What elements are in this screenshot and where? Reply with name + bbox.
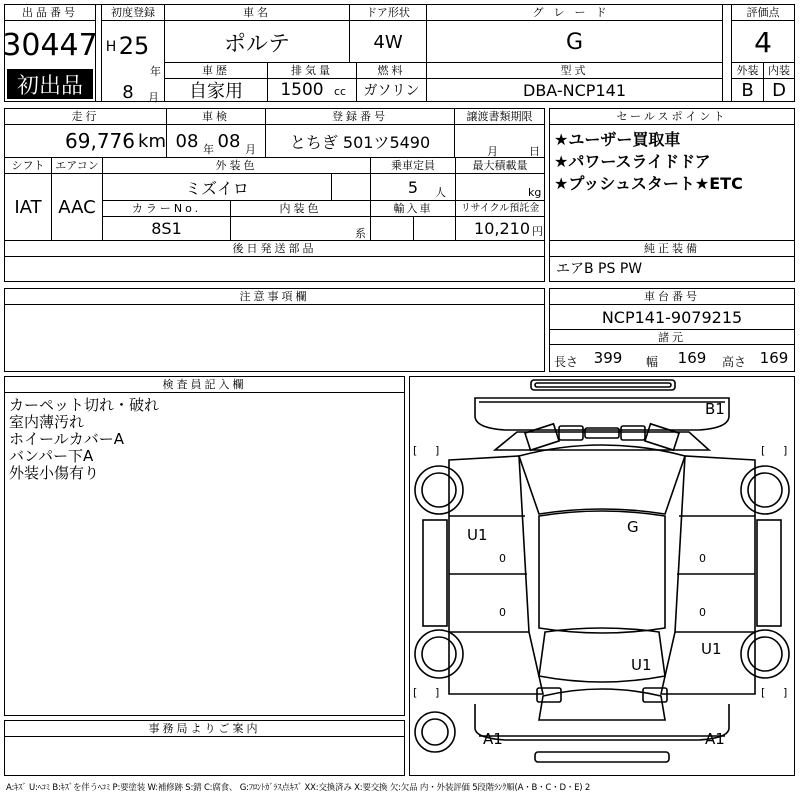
ext-color-value: ミズイロ	[185, 178, 249, 198]
windshield	[519, 445, 685, 514]
displacement-label: 排気量	[268, 63, 356, 79]
month-unit: 月	[148, 91, 159, 104]
length-value: 399	[593, 349, 623, 367]
damage-mark-g: G	[627, 518, 639, 536]
first-registration-label: 初度登録	[102, 5, 164, 21]
car-name: ポルテ	[223, 31, 290, 57]
ac-value: AAC	[58, 196, 96, 218]
ac-cell	[51, 157, 103, 241]
inspector-note-line: ホイールカバーA	[9, 430, 124, 448]
mileage-label: 走行	[5, 109, 166, 125]
registration-label: 登録番号	[266, 109, 454, 125]
grade-value: G	[565, 29, 584, 55]
year-unit: 年	[150, 65, 161, 78]
genuine-equipment-label: 純正装備	[550, 241, 794, 257]
fuel-value: ガソリン	[363, 83, 420, 99]
registration-cell	[265, 108, 455, 158]
max-load-unit: kg	[528, 186, 542, 199]
legend-footer: A:ｷｽﾞ U:ﾍｺﾐ B:ｷｽﾞを伴うﾍｺﾐ P:要塗装 W:補修跡 S:錆 C:腐食、 G:ﾌﾛﾝﾄｶﾞﾗｽ点ｷｽﾞ XX:交換済み X:要交換 欠:欠品 内・外装評価 5段階ﾗﾝｸ順(A・B・C・D・E) 2	[6, 783, 591, 793]
car-name-cell	[164, 4, 350, 63]
grade-label: グレード	[427, 5, 722, 21]
sales-points-cell	[549, 108, 795, 241]
zero-mark: 0	[699, 606, 706, 619]
genuine-equipment-value: エアB PS PW	[556, 261, 643, 277]
color-no-value: 8S1	[151, 219, 182, 238]
transfer-deadline-label: 譲渡書類期限	[455, 109, 544, 125]
height-value: 169	[759, 349, 789, 367]
seats-label: 乗車定員	[371, 158, 455, 174]
max-load-label: 最大積載量	[456, 158, 544, 174]
car-diagram	[409, 376, 795, 776]
bracket-mark: ]	[435, 444, 440, 457]
ac-label: エアコン	[52, 158, 102, 174]
width-label: 幅	[646, 355, 659, 369]
zero-mark: 0	[699, 552, 706, 565]
ext-grade-cell	[731, 62, 764, 102]
mileage-cell	[4, 108, 167, 158]
notes-cell	[4, 288, 545, 372]
max-load-cell	[455, 157, 545, 201]
transfer-deadline-cell	[454, 108, 545, 158]
displacement-value: 1500	[280, 80, 324, 100]
bracket-mark: [	[761, 686, 766, 699]
sales-points-label: セールスポイント	[550, 109, 794, 125]
score-value: 4	[754, 25, 772, 59]
bracket-mark: ]	[435, 686, 440, 699]
int-grade-label: 内装	[764, 63, 794, 79]
first-reg-year: 25	[118, 32, 150, 60]
chassis-cell	[549, 288, 795, 372]
damage-mark-a1-right: A1	[705, 730, 725, 748]
zero-mark: 0	[499, 552, 506, 565]
headlights	[525, 424, 679, 450]
bracket-mark: ]	[783, 444, 788, 457]
inspection-year-unit: 年	[203, 143, 214, 156]
first-listing-badge: 初出品	[7, 69, 93, 99]
inspection-cell	[166, 108, 266, 158]
chassis-value: NCP141-9079215	[601, 307, 743, 327]
score-cell	[731, 4, 795, 63]
office-guidance-label: 事務局よりご案内	[5, 721, 404, 737]
score-label: 評価点	[732, 5, 794, 21]
inspection-month: 08	[217, 130, 241, 152]
inspection-label: 車検	[167, 109, 265, 125]
transfer-month-unit: 月	[487, 145, 498, 158]
shift-cell	[4, 157, 52, 241]
zero-mark: 0	[499, 606, 506, 619]
fuel-label: 燃料	[357, 63, 426, 79]
genuine-equipment-cell	[549, 240, 795, 282]
length-label: 長さ	[554, 355, 579, 369]
seats-value: 5	[407, 177, 419, 197]
bracket-mark: [	[413, 686, 418, 699]
shift-label: シフト	[5, 158, 51, 174]
damage-mark-u1-left: U1	[467, 526, 488, 544]
color-no-label: カラーNo.	[103, 201, 230, 217]
ext-color-cell	[102, 157, 371, 201]
door-value: 4W	[373, 31, 403, 53]
registration-value: とちぎ 501ツ5490	[289, 132, 431, 152]
chassis-label: 車台番号	[550, 289, 794, 305]
ext-grade-label: 外装	[732, 63, 763, 79]
rear-bumper	[475, 704, 729, 740]
displacement-unit: cc	[334, 85, 347, 98]
import-label: 輸入車	[371, 201, 455, 217]
int-color-label: 内装色	[231, 201, 370, 217]
sales-point-line: ★プッシュスタート★ETC	[554, 174, 743, 193]
inspector-notes-cell	[4, 376, 405, 716]
recycle-value: 10,210	[474, 219, 530, 238]
inspection-month-unit: 月	[245, 143, 256, 156]
damage-mark-u1-right: U1	[701, 640, 722, 658]
int-color-unit: 系	[355, 227, 366, 240]
int-grade-value: D	[772, 79, 786, 101]
trunk	[539, 689, 665, 720]
sales-point-line: ★ユーザー買取車	[554, 130, 681, 149]
height-label: 高さ	[722, 355, 747, 369]
model-label: 型式	[427, 63, 722, 79]
spare-tire	[415, 712, 455, 752]
mileage-unit: km	[138, 130, 166, 152]
lot-number-cell	[4, 4, 96, 102]
door-cell	[349, 4, 427, 63]
car-name-label: 車名	[165, 5, 349, 21]
later-parts-cell	[4, 240, 545, 282]
int-color-cell	[230, 200, 371, 241]
inspection-year: 08	[175, 130, 199, 152]
model-value: DBA-NCP141	[523, 80, 626, 100]
grade-cell	[426, 4, 723, 63]
sales-point-line: ★パワースライドドア	[554, 152, 711, 171]
seats-cell	[370, 157, 456, 201]
damage-mark-u1-center: U1	[631, 656, 652, 674]
int-grade-cell	[763, 62, 795, 102]
inspector-note-line: カーペット切れ・破れ	[9, 396, 160, 414]
model-cell	[426, 62, 723, 102]
color-no-cell	[102, 200, 231, 241]
bracket-mark: ]	[783, 686, 788, 699]
roof	[539, 511, 665, 633]
transfer-day-unit: 日	[529, 145, 540, 158]
spec-label: 諸元	[550, 329, 794, 345]
bracket-mark: [	[413, 444, 418, 457]
inspector-note-line: 外装小傷有り	[9, 464, 100, 482]
inspector-note-line: バンパー下A	[9, 447, 94, 465]
damage-mark-a1-left: A1	[483, 730, 503, 748]
seats-unit: 人	[435, 186, 446, 199]
era: H	[105, 39, 117, 55]
lot-number-label: 出品番号	[5, 5, 95, 21]
inspector-note-line: 室内薄汚れ	[9, 413, 85, 431]
office-guidance-cell	[4, 720, 405, 776]
first-registration-cell	[101, 4, 165, 102]
notes-label: 注意事項欄	[5, 289, 544, 305]
width-value: 169	[677, 349, 707, 367]
history-value: 自家用	[189, 81, 243, 102]
history-label: 車歴	[165, 63, 267, 79]
mileage-value: 69,776	[65, 129, 135, 153]
damage-mark-b1: B1	[705, 400, 725, 418]
front-bumper-strip	[531, 380, 675, 390]
first-reg-month: 8	[122, 81, 134, 103]
inspector-notes-label: 検査員記入欄	[5, 377, 404, 393]
history-cell	[164, 62, 268, 102]
recycle-label: リサイクル預託金	[456, 201, 544, 217]
wheels	[415, 466, 789, 678]
recycle-unit: 円	[532, 225, 543, 238]
ext-color-label: 外装色	[103, 158, 370, 174]
bracket-mark: [	[761, 444, 766, 457]
import-cell	[370, 200, 456, 241]
lot-number: 30447	[2, 27, 98, 63]
later-parts-label: 後日発送部品	[5, 241, 544, 257]
shift-value: IAT	[14, 196, 42, 218]
displacement-cell	[267, 62, 357, 102]
fuel-cell	[356, 62, 427, 102]
door-label: ドア形状	[350, 5, 426, 21]
recycle-cell	[455, 200, 545, 241]
ext-grade-value: B	[741, 79, 754, 101]
